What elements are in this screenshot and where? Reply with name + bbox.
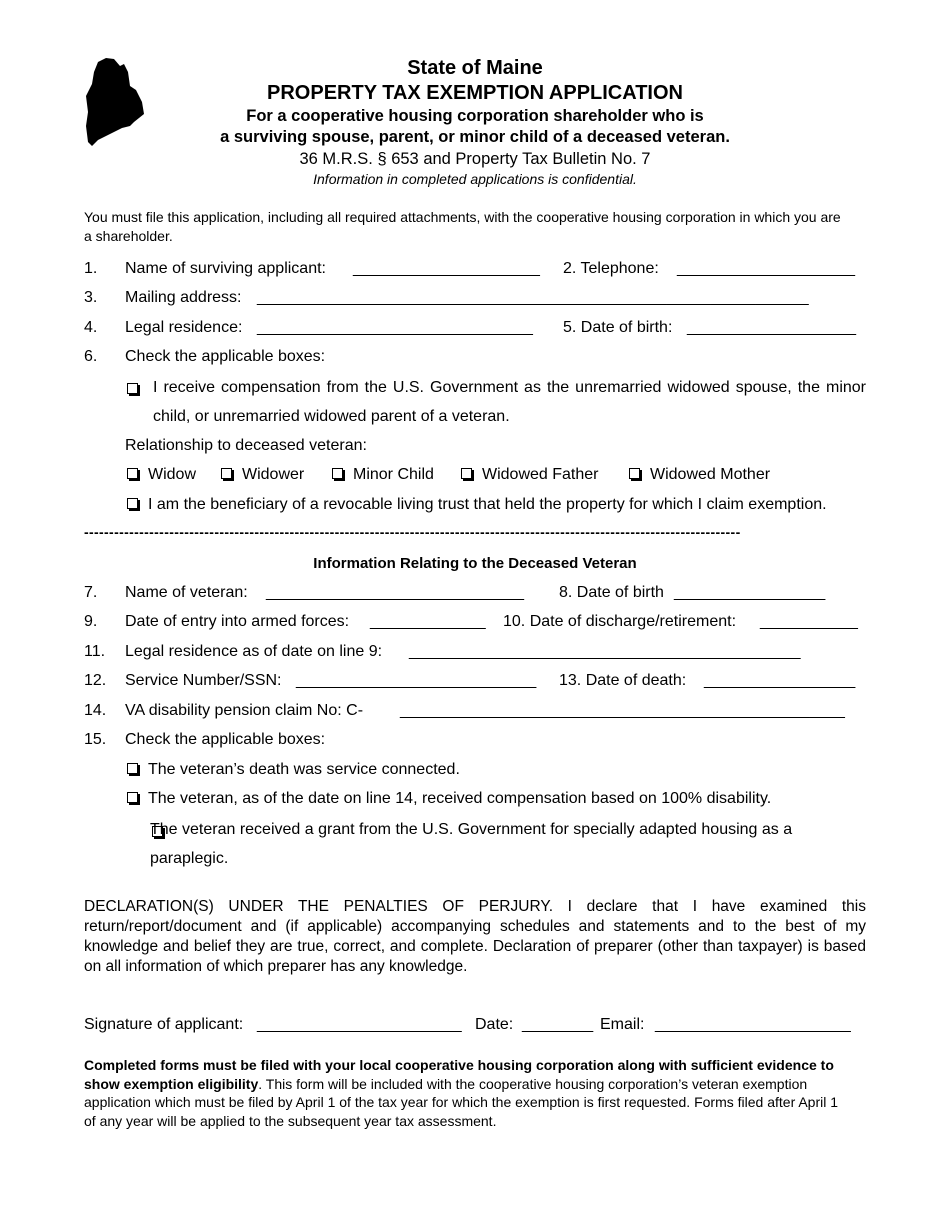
trust-option[interactable]: I am the beneficiary of a revocable living trust that held the property for which I claim exemption. [127,496,827,514]
entry-date-label: Date of entry into armed forces: [125,613,350,630]
filing-instructions [84,1056,844,1130]
row-legal-residence [84,319,866,341]
statute-reference: 36 M.R.S. § 653 and Property Tax Bulletin No. 7 [299,150,651,168]
form-subtitle-line2: a surviving spouse, parent, or minor child of a deceased veteran. [220,128,730,146]
signature-date-label: Date: [475,1016,514,1033]
state-name: State of Maine [407,57,543,79]
legal-residence-field[interactable]: _______________________________ [257,319,533,336]
veteran-name-field[interactable]: _____________________________ [266,584,525,601]
veteran-section-title: Information Relating to the Deceased Veteran [313,555,637,572]
filing-instructions-rest: . This form will be included with the cooperative housing corporation’s veteran exemption application which must be filed by April 1 of the tax year for which the exemption is first requested. Forms filed after April 1 of any year will be applied to the subsequent year tax assessment. [84,1075,839,1129]
row-relationship [84,437,866,459]
telephone-label: 2. Telephone: [563,260,659,277]
relationship-option-widower[interactable]: Widower [221,466,304,484]
relationship-option-widow[interactable]: Widow [127,466,196,484]
item-number: 9. [84,613,98,630]
item-number: 1. [84,260,98,277]
item-number: 14. [84,702,107,719]
row-veteran-residence [84,643,866,665]
signature-label: Signature of applicant: [84,1016,244,1033]
compensation-text: I receive compensation from the U.S. Government as the unremarried widowed spouse, the minor child, or unremarried widowed parent of a veteran. [153,379,866,425]
row-service-connected [84,761,866,783]
item-number: 7. [84,584,98,601]
discharge-date-label: 10. Date of discharge/retirement: [503,613,737,630]
service-number-field[interactable]: ___________________________ [296,672,537,689]
applicant-name-label: Name of surviving applicant: [125,260,326,277]
email-field[interactable]: ______________________ [655,1016,851,1033]
va-claim-field[interactable]: __________________________________________________ [400,702,845,719]
full-disability-option[interactable]: The veteran, as of the date on line 14, received compensation based on 100% disability. [127,790,771,808]
veteran-residence-label: Legal residence as of date on line 9: [125,643,383,660]
item-number: 3. [84,289,98,306]
section-divider: ----------------------------------------------------------------------------------------------------------------------------------- [84,524,741,540]
relationship-option-minor-child[interactable]: Minor Child [332,466,434,484]
row-mailing-address [84,289,866,311]
filing-instructions-bold: Completed forms must be filed with your local cooperative housing corporation along with sufficient evidence to show exemption eligibility [84,1057,834,1092]
compensation-checkbox[interactable] [127,383,138,394]
housing-grant-text: The veteran received a grant from the U.S. Government for specially adapted housing as a paraplegic. [150,821,793,867]
date-of-birth-field[interactable]: ___________________ [687,319,857,336]
row-applicant-name [84,260,866,282]
legal-residence-label: Legal residence: [125,319,243,336]
veteran-name-label: Name of veteran: [125,584,248,601]
date-of-death-field[interactable]: _________________ [704,672,856,689]
signature-field[interactable]: _______________________ [257,1016,462,1033]
discharge-date-field[interactable]: ___________ [760,613,858,630]
date-of-birth-label: 5. Date of birth: [563,319,673,336]
relationship-options [84,466,866,488]
row-veteran-check-boxes [84,731,866,753]
row-service-dates [84,613,866,635]
telephone-field[interactable]: ____________________ [677,260,855,277]
row-full-disability [84,790,866,812]
relationship-option-widowed-father[interactable]: Widowed Father [461,466,599,484]
va-claim-label: VA disability pension claim No: C- [125,702,364,719]
form-title: PROPERTY TAX EXEMPTION APPLICATION [267,82,683,104]
row-veteran-name [84,584,866,606]
applicant-name-field[interactable]: _____________________ [353,260,540,277]
entry-date-field[interactable]: _____________ [370,613,486,630]
signature-date-field[interactable]: ________ [522,1016,594,1033]
mailing-address-field[interactable]: ______________________________________________________________ [257,289,809,306]
row-service-number [84,672,866,694]
service-number-label: Service Number/SSN: [125,672,282,689]
declaration-text: DECLARATION(S) UNDER THE PENALTIES OF PERJURY. I declare that I have examined this return/report/document and (if applicable) accompanying schedules and statements and to the best of my knowledge and belief they are true, correct, and complete. Declaration of preparer (other than taxpayer) is based on all information of which preparer has any knowledge. [84,898,866,975]
item-number: 6. [84,348,98,365]
veteran-residence-field[interactable]: ____________________________________________ [409,643,801,660]
date-of-death-label: 13. Date of death: [559,672,687,689]
relationship-option-widowed-mother[interactable]: Widowed Mother [629,466,770,484]
form-subtitle-line1: For a cooperative housing corporation shareholder who is [246,107,704,125]
row-signature [84,1016,866,1038]
veteran-dob-field[interactable]: _________________ [674,584,826,601]
intro-text: You must file this application, including all required attachments, with the cooperative housing corporation in which you are a shareholder. [84,209,841,244]
row-va-claim [84,702,866,724]
veteran-dob-label: 8. Date of birth [559,584,664,601]
mailing-address-label: Mailing address: [125,289,242,306]
check-boxes-label: Check the applicable boxes: [125,348,326,365]
item-number: 4. [84,319,98,336]
item-number: 12. [84,672,107,689]
email-label: Email: [600,1016,645,1033]
item-number: 11. [84,643,106,660]
relationship-label: Relationship to deceased veteran: [125,437,367,454]
row-check-boxes [84,348,866,370]
row-trust [84,496,866,518]
item-number: 15. [84,731,107,748]
service-connected-option[interactable]: The veteran’s death was service connected. [127,761,460,779]
veteran-check-boxes-label: Check the applicable boxes: [125,731,326,748]
confidential-note: Information in completed applications is confidential. [313,171,637,187]
